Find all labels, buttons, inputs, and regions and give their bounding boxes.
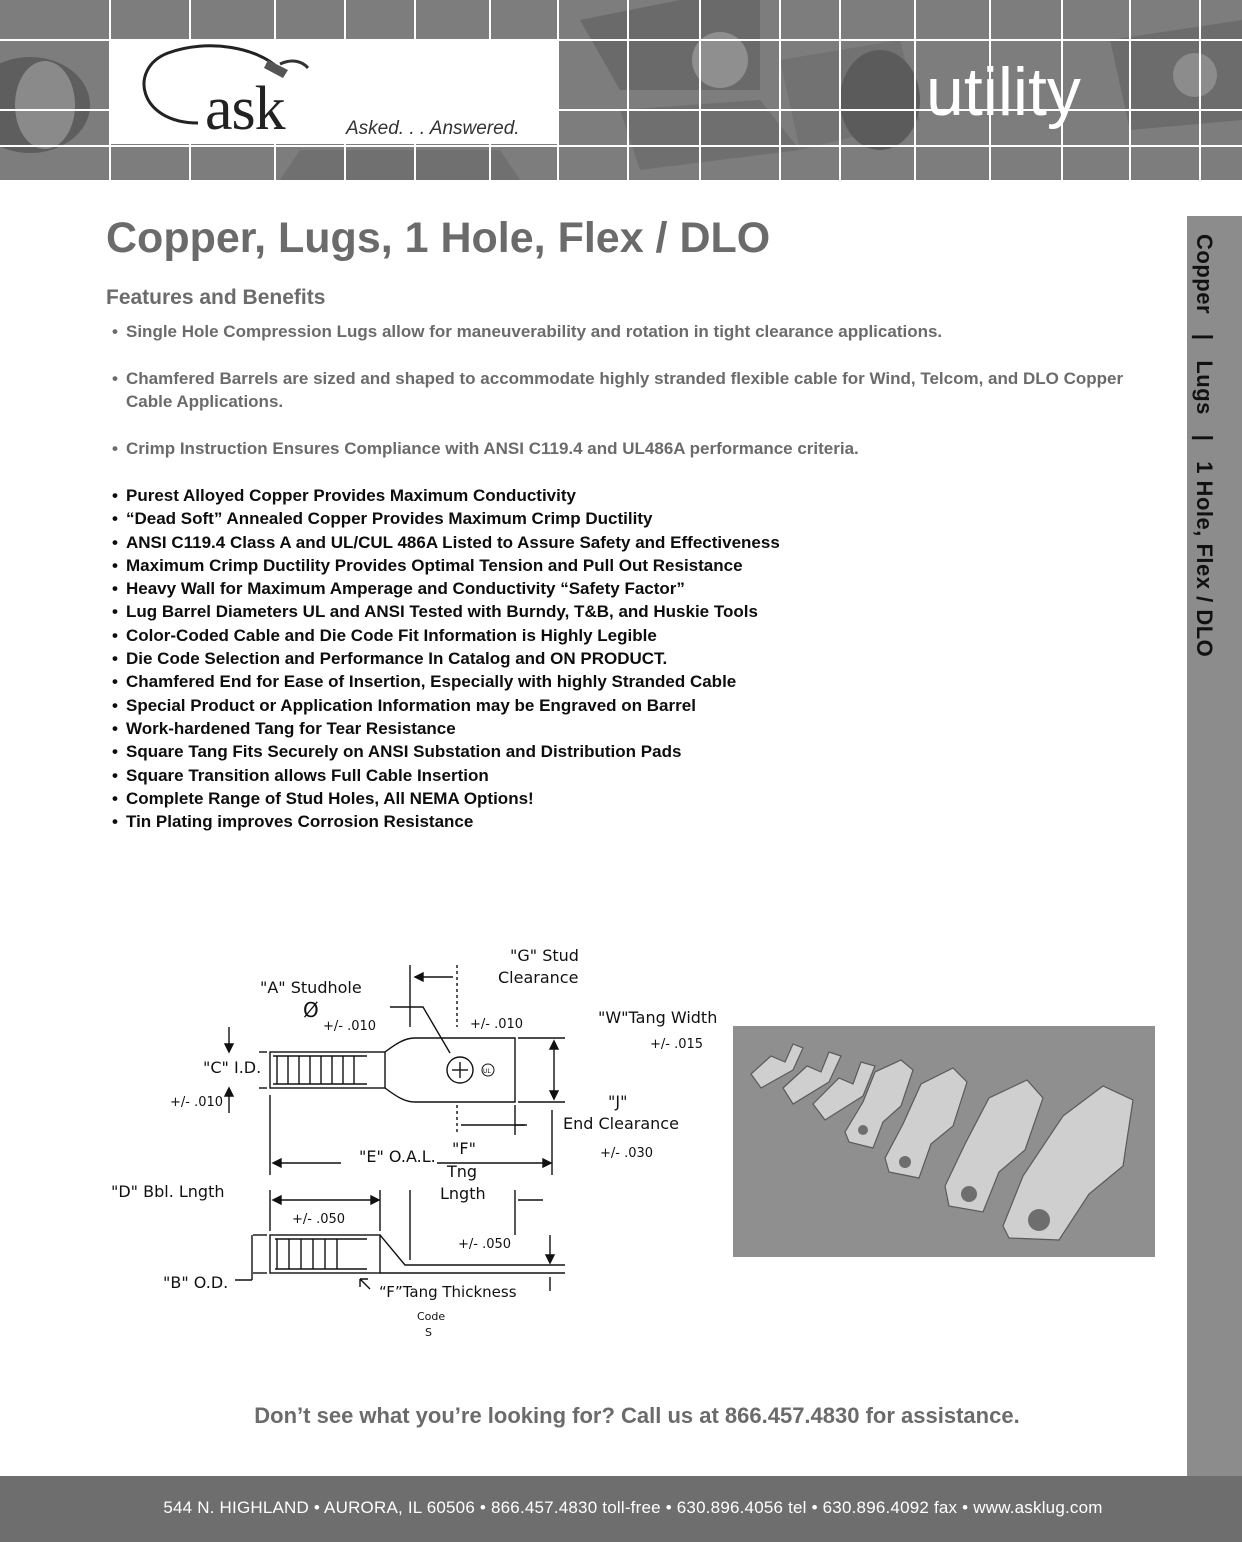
dim-label-b: "B" O.D. bbox=[163, 1273, 229, 1292]
page-title: Copper, Lugs, 1 Hole, Flex / DLO bbox=[106, 214, 771, 262]
logo[interactable] bbox=[110, 40, 558, 144]
footer-bar bbox=[0, 1476, 1242, 1542]
logo-tagline: Asked. . . Answered. bbox=[346, 118, 520, 139]
dim-label-g-2: Clearance bbox=[498, 968, 579, 987]
category-title: utility bbox=[926, 54, 1081, 130]
dim-label-f-2: Tng bbox=[447, 1162, 478, 1181]
benefit-item: • Chamfered End for Ease of Insertion, Especially with highly Stranded Cable bbox=[110, 670, 1170, 693]
benefit-item: • Work-hardened Tang for Tear Resistance bbox=[110, 717, 1170, 740]
dim-label-thickness: “F”Tang Thickness bbox=[379, 1283, 517, 1301]
benefit-item: • Square Transition allows Full Cable Insertion bbox=[110, 764, 1170, 787]
dim-label-a: "A" Studhole bbox=[260, 978, 362, 997]
benefits-list bbox=[110, 484, 1170, 833]
feature-item: • Single Hole Compression Lugs allow for maneuverability and rotation in tight clearance applications. bbox=[110, 320, 1170, 343]
benefit-item: • ANSI C119.4 Class A and UL/CUL 486A Listed to Assure Safety and Effectiveness bbox=[110, 531, 1170, 554]
benefit-item: • Lug Barrel Diameters UL and ANSI Tested with Burndy, T&B, and Huskie Tools bbox=[110, 600, 1170, 623]
diameter-symbol: Ø bbox=[303, 998, 319, 1022]
dim-label-f-1: "F" bbox=[452, 1139, 476, 1158]
primary-features-list bbox=[110, 320, 1170, 484]
dim-label-c: "C" I.D. bbox=[203, 1058, 262, 1077]
footer-contact-info: 544 N. HIGHLAND • AURORA, IL 60506 • 866.457.4830 toll-free • 630.896.4056 tel • 630.896.4092 fax • www.asklug.com bbox=[163, 1498, 1103, 1517]
dim-label-j-1: "J" bbox=[608, 1092, 628, 1111]
side-tab-label: Copper | Lugs | 1 Hole, Flex / DLO bbox=[1192, 234, 1217, 658]
ul-mark: UL bbox=[483, 1068, 491, 1075]
dim-tol-d: +/- .050 bbox=[292, 1212, 346, 1227]
code-label: Code bbox=[417, 1310, 446, 1323]
dim-tol-f: +/- .050 bbox=[458, 1237, 512, 1252]
dim-label-d: "D" Bbl. Lngth bbox=[111, 1182, 225, 1201]
dim-tol-a: +/- .010 bbox=[323, 1019, 377, 1034]
benefit-item: • Complete Range of Stud Holes, All NEMA Options! bbox=[110, 787, 1170, 810]
benefit-item: • Color-Coded Cable and Die Code Fit Information is Highly Legible bbox=[110, 624, 1170, 647]
dim-tol-g: +/- .010 bbox=[470, 1017, 524, 1032]
dim-label-w: "W"Tang Width bbox=[598, 1008, 718, 1027]
dim-tol-j: +/- .030 bbox=[600, 1146, 654, 1161]
header-banner bbox=[0, 0, 1242, 180]
benefit-item: • Purest Alloyed Copper Provides Maximum Conductivity bbox=[110, 484, 1170, 507]
code-value: S bbox=[425, 1326, 432, 1339]
dim-label-j-2: End Clearance bbox=[563, 1114, 679, 1133]
dim-label-e: "E" O.A.L. bbox=[359, 1147, 436, 1166]
benefit-item: • Maximum Crimp Ductility Provides Optimal Tension and Pull Out Resistance bbox=[110, 554, 1170, 577]
feature-item: • Crimp Instruction Ensures Compliance with ANSI C119.4 and UL486A performance criteria. bbox=[110, 437, 1170, 460]
dim-label-f-3: Lngth bbox=[440, 1184, 486, 1203]
benefit-item: • Die Code Selection and Performance In Catalog and ON PRODUCT. bbox=[110, 647, 1170, 670]
benefit-item: • Tin Plating improves Corrosion Resistance bbox=[110, 810, 1170, 833]
feature-item: • Chamfered Barrels are sized and shaped to accommodate highly stranded flexible cable for Wind, Telcom, and DLO Copper Cable Applications. bbox=[110, 367, 1170, 413]
lug-dimension-drawing bbox=[105, 935, 725, 1350]
benefit-item: • Square Tang Fits Securely on ANSI Substation and Distribution Pads bbox=[110, 740, 1170, 763]
dim-label-g-1: "G" Stud bbox=[510, 946, 579, 965]
logo-wordmark: ask bbox=[205, 75, 285, 143]
benefit-item: • Special Product or Application Information may be Engraved on Barrel bbox=[110, 694, 1170, 717]
benefit-item: • Heavy Wall for Maximum Amperage and Conductivity “Safety Factor” bbox=[110, 577, 1170, 600]
dim-tol-w: +/- .015 bbox=[650, 1037, 704, 1052]
features-heading: Features and Benefits bbox=[106, 286, 326, 309]
call-to-action: Don’t see what you’re looking for? Call us at 866.457.4830 for assistance. bbox=[254, 1403, 1020, 1428]
dim-tol-c: +/- .010 bbox=[170, 1095, 224, 1110]
product-photo bbox=[733, 1026, 1155, 1257]
benefit-item: • “Dead Soft” Annealed Copper Provides Maximum Crimp Ductility bbox=[110, 507, 1170, 530]
